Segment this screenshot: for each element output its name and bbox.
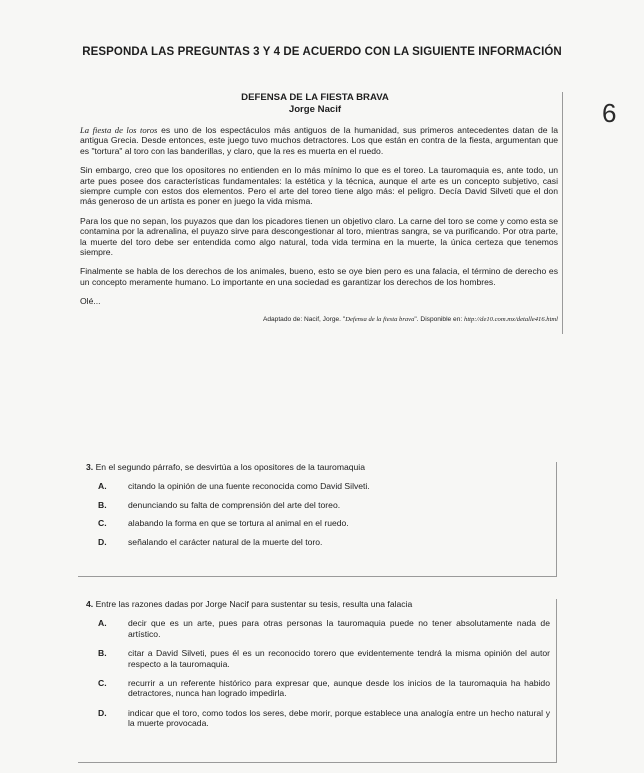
- source-url: http://de10.com.mx/detalle416.html: [464, 315, 558, 323]
- source-title: Defensa de la fiesta brava: [345, 315, 415, 323]
- passage-author: Jorge Nacif: [288, 103, 342, 115]
- option-text: recurrir a un referente histórico para expresar que, aunque desde los inicios de la tauromaquia ha habido detractores, nunca han logrado impedirla.: [128, 678, 550, 699]
- paragraph-2: Sin embargo, creo que los opositores no entienden en lo más mínimo lo que es el toreo. La tauromaquia es, ante todo, un arte pues posee dos características fundamentales: la estética y la técnica, aunque el arte es un concepto subjetivo, casi siempre cumple con estos dos elementos. Pero el arte del toreo tiene algo más: el peligro. Decía David Silveti que el don más generoso de un artista es poner en juego la vida misma.: [80, 165, 558, 207]
- option-letter: D.: [98, 707, 107, 718]
- option-a[interactable]: [98, 481, 550, 491]
- option-letter: A.: [98, 481, 107, 492]
- option-b[interactable]: [98, 648, 550, 669]
- question-3: [78, 462, 557, 577]
- option-letter: B.: [98, 648, 107, 659]
- option-d[interactable]: [98, 708, 550, 729]
- paragraph-5: Olé...: [80, 296, 101, 307]
- paragraph-4: Finalmente se habla de los derechos de los animales, bueno, esto se oye bien pero es una falacia, el término de derecho es un concepto meramente humano. Lo importante en una sociedad es garantizar los derechos de los hombres.: [80, 266, 558, 287]
- option-text: alabando la forma en que se tortura al animal en el ruedo.: [128, 518, 349, 529]
- option-b[interactable]: [98, 500, 550, 510]
- question-stem: [78, 599, 556, 609]
- option-letter: B.: [98, 499, 107, 510]
- option-a[interactable]: [98, 618, 550, 639]
- question-stem: [78, 462, 556, 472]
- question-text: Entre las razones dadas por Jorge Nacif para sustentar su tesis, resulta una falacia: [95, 599, 413, 609]
- paragraph-3: Para los que no sepan, los puyazos que dan los picadores tienen un objetivo claro. La carne del toro se come y como esta se contamina por la adrenalina, el puyazo sirve para descongestionar al toro, mientras sangra, se va purificando. Por otra parte, la muerte del toro debe ser entendida como algo natural, toda vida termina en la muerte, la única certeza que tenemos siempre.: [80, 215, 558, 258]
- question-text: En el segundo párrafo, se desvirtúa a los opositores de la tauromaquia: [95, 462, 365, 472]
- section-heading: RESPONDA LAS PREGUNTAS 3 Y 4 DE ACUERDO CON LA SIGUIENTE INFORMACIÓN: [82, 46, 562, 58]
- page-number: 6: [602, 98, 617, 128]
- option-text: citar a David Silveti, pues él es un reconocido torero que evidentemente tendrá la misma opinión del autor respecto a la tauromaquia.: [128, 648, 550, 669]
- paragraph-1-italic: La fiesta de los toros: [80, 125, 158, 135]
- option-text: citando la opinión de una fuente reconocida como David Silveti.: [128, 481, 370, 492]
- option-c[interactable]: [98, 678, 550, 699]
- question-number: 3.: [86, 462, 94, 472]
- paragraph-1: [80, 125, 558, 156]
- option-c[interactable]: [98, 518, 550, 528]
- question-4: [78, 599, 557, 763]
- option-text: decir que es un arte, pues para otras personas la tauromaquia puede no tener absolutamente nada de artístico.: [128, 618, 550, 639]
- question-number: 4.: [86, 599, 94, 609]
- option-letter: A.: [98, 618, 107, 629]
- option-text: denunciando su falta de comprensión del arte del toreo.: [128, 499, 341, 510]
- option-letter: C.: [98, 678, 107, 689]
- option-text: indicar que el toro, como todos los seres, debe morir, porque establece una analogía entre un hecho natural y la muerte provocada.: [128, 707, 550, 729]
- source-mid: ". Disponible en:: [414, 315, 465, 323]
- source-prefix: Adaptado de: Nacif, Jorge. ": [262, 315, 346, 323]
- passage-title: DEFENSA DE LA FIESTA BRAVA: [241, 92, 389, 103]
- option-letter: D.: [98, 536, 107, 547]
- option-letter: C.: [98, 518, 107, 529]
- option-d[interactable]: [98, 537, 550, 547]
- reading-passage: [80, 92, 563, 334]
- source-citation: [80, 315, 558, 324]
- option-text: señalando el carácter natural de la muerte del toro.: [128, 536, 323, 547]
- paragraph-1-text: es uno de los espectáculos más antiguos de la humanidad, sus primeros antecedentes datan de la antigua Grecia. Desde entonces, este juego tuvo muchos detractores. Los que están en contra de la fiesta, argumentan que es "tortura" al toro con las banderillas, y claro, que la res es muerta en el ruedo.: [80, 125, 558, 156]
